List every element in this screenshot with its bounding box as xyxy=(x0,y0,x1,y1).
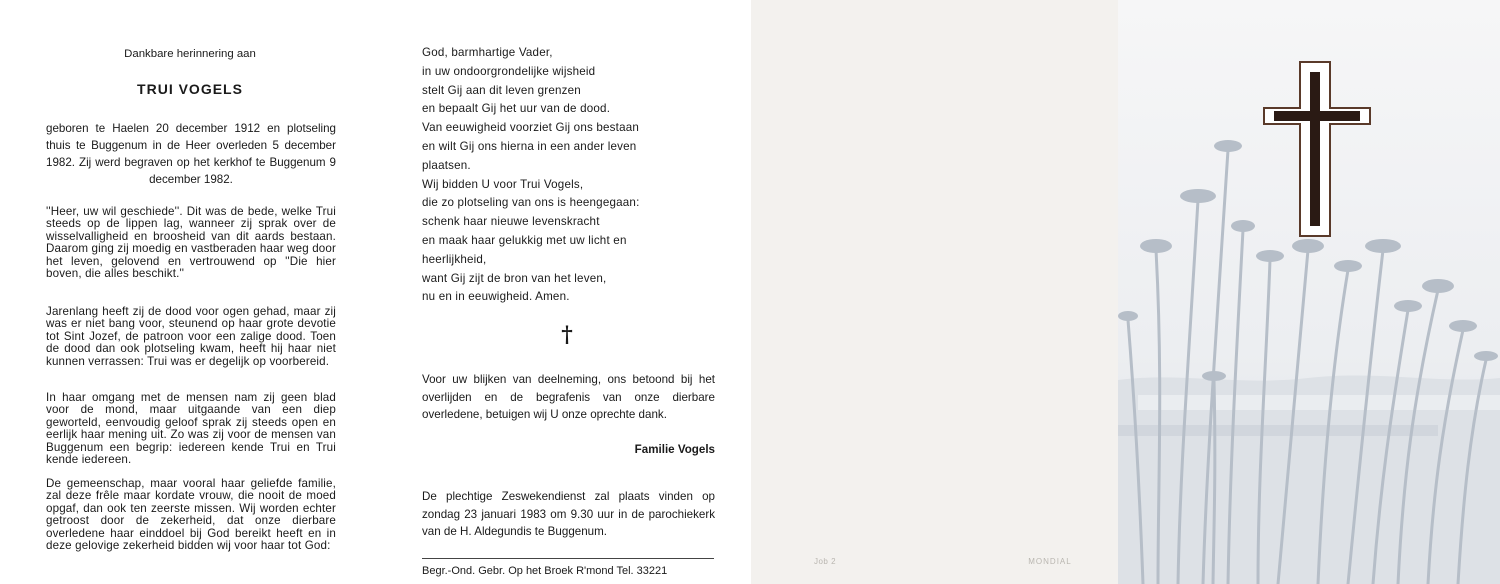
seed-head xyxy=(1231,220,1255,232)
cover-brand: MONDIAL xyxy=(1028,557,1072,566)
memorial-paragraph: ''Heer, uw wil geschiede''. Dit was de bede, welke Trui steeds op de lippen lag, wanneer zij sprak over de wisselvalligheid en broosheid van dit aards bestaan. Daarom ging zij moedig en vastberaden haar weg door het leven, gelovend en vertrouwend op ''Die hier boven, die alles beschikt.'' xyxy=(46,205,336,281)
seed-head xyxy=(1474,351,1498,361)
prayer-line: en maak haar gelukkig met uw licht en xyxy=(422,233,627,247)
seed-head xyxy=(1140,239,1172,253)
seed-head xyxy=(1292,239,1324,253)
seed-head xyxy=(1202,371,1226,381)
seed-head xyxy=(1422,279,1454,293)
cover-illustration xyxy=(1118,0,1500,584)
thanks-text: Voor uw blijken van deelneming, ons betoond bij het overlijden en de begrafenis van onze dierbare overledene, betuigen wij U onze oprechte dank. xyxy=(422,373,715,421)
seed-head xyxy=(1334,260,1362,272)
prayer-line: want Gij zijt de bron van het leven, xyxy=(422,271,607,285)
prayer-line: en bepaalt Gij het uur van de dood. xyxy=(422,102,611,116)
prayer-line: die zo plotseling van ons is heengegaan: xyxy=(422,196,640,210)
latin-cross-icon: † xyxy=(561,322,573,348)
prayer-line: Van eeuwigheid voorziet Gij ons bestaan xyxy=(422,121,640,135)
cross-horizontal-bar xyxy=(1274,111,1360,121)
prayer-line: God, barmhartige Vader, xyxy=(422,46,553,59)
prayer-line: plaatsen. xyxy=(422,158,471,172)
memorial-paragraph: De gemeenschap, maar vooral haar geliefde familie, zal deze frêle maar kordate vrouw, die nooit de moed opgaf, dan ook ten zeerste missen. Wij worden echter getroost door de zekerheid, dat onze dierbare overledene haar einddoel bij God bereikt heeft en in deze gelovige zekerheid bidden wij voor haar tot God: xyxy=(46,477,336,553)
grass-stem xyxy=(1213,380,1215,584)
deceased-name: TRUI VOGELS xyxy=(137,81,243,97)
reflection xyxy=(1138,395,1500,410)
seed-head xyxy=(1394,300,1422,312)
prayer-line: nu en in eeuwigheid. Amen. xyxy=(422,290,570,304)
prayer-line: Wij bidden U voor Trui Vogels, xyxy=(422,177,584,191)
prayer-line: en wilt Gij ons hierna in een ander leven xyxy=(422,139,637,153)
seed-head xyxy=(1180,189,1216,203)
divider xyxy=(422,558,714,559)
seed-head xyxy=(1118,311,1138,321)
prayer-line: in uw ondoorgrondelijke wijsheid xyxy=(422,64,596,78)
prayer-line: heerlijkheid, xyxy=(422,252,487,266)
cover-code: Job 2 xyxy=(813,557,837,566)
seed-head xyxy=(1214,140,1242,152)
cross-vertical-bar xyxy=(1310,72,1320,226)
prayer xyxy=(422,44,640,307)
dedication-lead: Dankbare herinnering aan xyxy=(124,48,256,60)
service-announcement: De plechtige Zeswekendienst zal plaats vinden op zondag 23 januari 1983 om 9.30 uur in de parochiekerk van de H. Aldegundis te Buggenum. xyxy=(422,490,715,538)
family-signature: Familie Vogels xyxy=(634,443,715,456)
seed-head xyxy=(1256,250,1284,262)
prayer-line: stelt Gij aan dit leven grenzen xyxy=(422,83,581,97)
memorial-paragraph: Jarenlang heeft zij de dood voor ogen gehad, maar zij was er niet bang voor, steunend op haar grote devotie tot Sint Jozef, de patroon voor een zalige dood. Toen de dood dan ook plotseling kwam, heeft hij haar niet kunnen verrassen: Trui was er degelijk op voorbereid. xyxy=(46,305,336,368)
printer-credit: Begr.-Ond. Gebr. Op het Broek R'mond Tel. 33221 xyxy=(422,565,668,577)
memorial-paragraph: In haar omgang met de mensen nam zij geen blad voor de mond, maar uitgaande van een diep geworteld, eenvoudig geloof sprak zij steeds open en eerlijk haar mening uit. Zo was zij voor de mensen van Buggenum een begrip: iedereen kende Trui en Trui kende iedereen. xyxy=(46,391,336,467)
seed-head xyxy=(1449,320,1477,332)
prayer-line: schenk haar nieuwe levenskracht xyxy=(422,215,600,229)
seed-head xyxy=(1365,239,1401,253)
biography: geboren te Haelen 20 december 1912 en plotseling thuis te Buggenum in de Heer overleden 5 december 1982. Zij werd begraven op het kerkhof te Buggenum 9 december 1982. xyxy=(46,122,336,186)
